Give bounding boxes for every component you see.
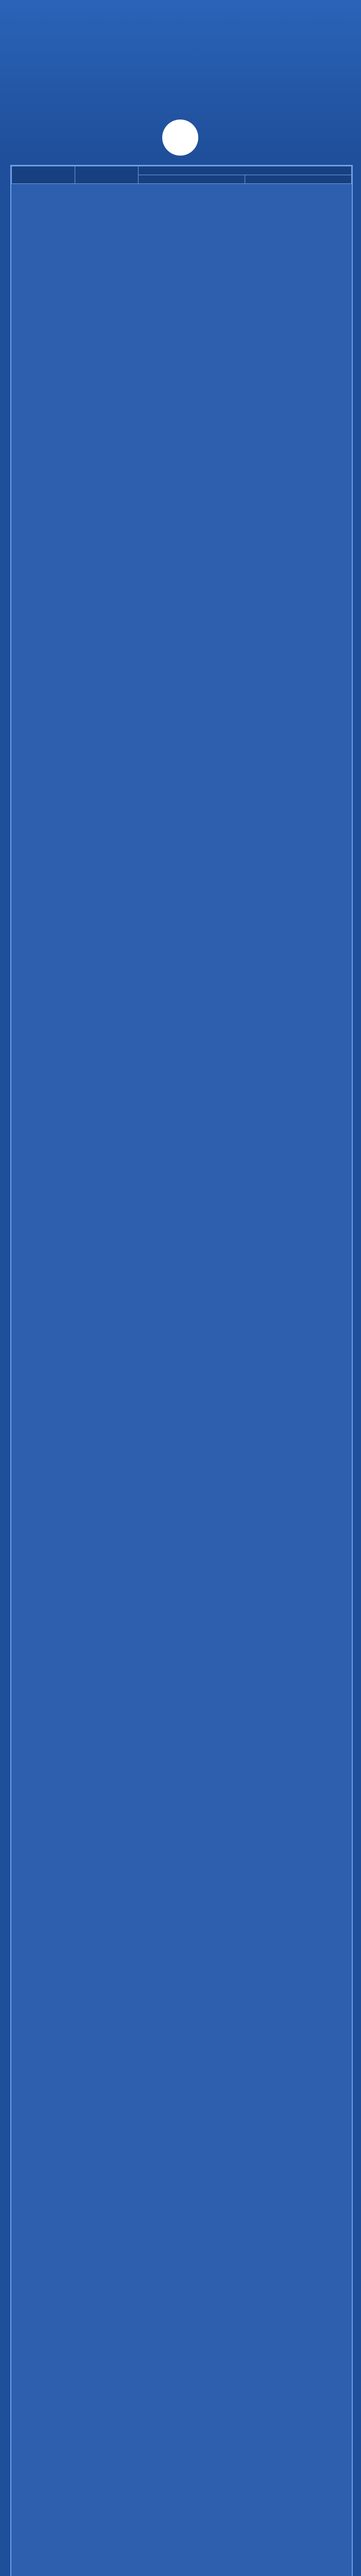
- policy-table-container: [10, 165, 353, 2576]
- column-header-date: [75, 166, 139, 184]
- column-header-group: [139, 166, 352, 175]
- tianjin-logo-icon: [162, 120, 198, 156]
- column-header-management: [245, 175, 352, 184]
- policy-table: [11, 166, 352, 184]
- header-banner: [0, 0, 361, 155]
- column-header-range: [139, 175, 245, 184]
- column-header-province: [12, 166, 75, 184]
